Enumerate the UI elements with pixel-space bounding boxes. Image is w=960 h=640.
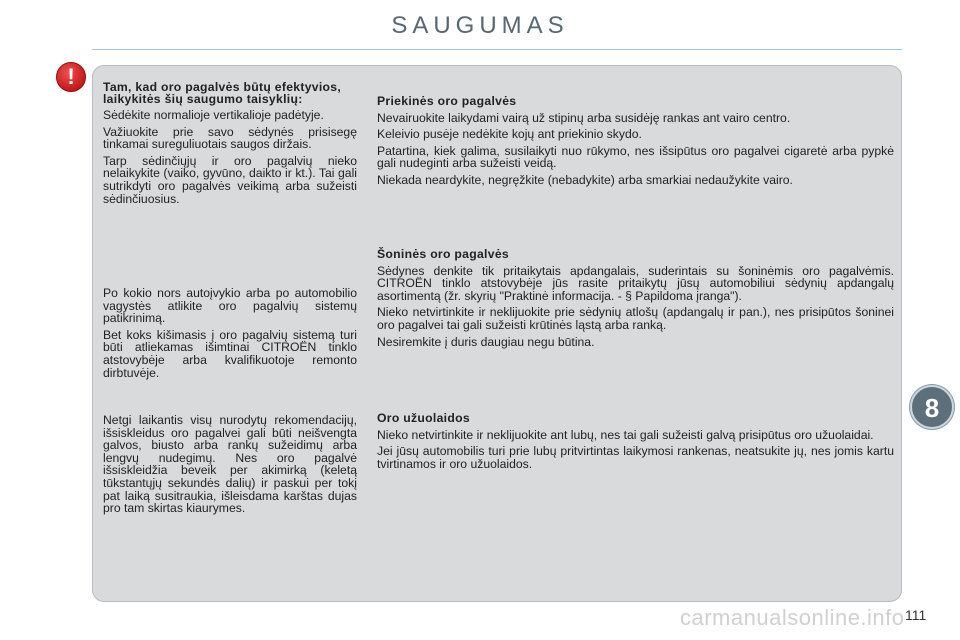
left-block-warning	[103, 414, 357, 519]
curtain-paragraph: Nieko netvirtinkite ir neklijuokite ant lubų, nes tai gali sužeisti galvą prisipūtus oro užuolaidai.	[377, 427, 874, 442]
left-paragraph: Bet koks kišimasis į oro pagalvių sistemą turi būti atliekamas išimtinai CITROËN tinklo atstovybėje arba kvalifikuotoje remonto dirbtuvėje.	[103, 327, 357, 380]
section-heading-front: Priekinės oro pagalvės	[377, 94, 517, 108]
left-paragraph: Po kokio nors autoįvykio arba po automobilio vagystės atlikite oro pagalvių sistemų patikrinimą.	[103, 286, 357, 326]
side-paragraph: Nesiremkite į duris daugiau negu būtina.	[377, 334, 595, 349]
title-divider	[92, 49, 902, 50]
front-paragraph: Niekada neardykite, negręžkite (nebadykite) arba smarkiai nedaužykite vairo.	[377, 172, 793, 187]
front-paragraph: Patartina, kiek galima, susilaikyti nuo rūkymo, nes išsipūtus oro pagalvei cigaretė arba pypkė gali nudeginti arba sužeisti veidą.	[377, 143, 894, 171]
watermark: carmanualsonline.info	[680, 605, 905, 630]
left-block-inspection	[103, 287, 357, 383]
left-paragraph: Sėdėkite normalioje vertikalioje padėtyje.	[103, 108, 324, 122]
left-paragraph: Tarp sėdinčiųjų ir oro pagalvių nieko nelaikykite (vaiko, gyvūno, daikto ir kt.). Tai gali sutrikdyti oro pagalvės veikimą arba sužeisti sėdinčiuosius.	[103, 153, 357, 206]
side-airbags-section	[377, 248, 894, 352]
chapter-number: 8	[924, 393, 940, 423]
section-heading-side: Šoninės oro pagalvės	[377, 247, 509, 261]
front-airbags-section	[377, 95, 894, 191]
front-paragraph: Keleivio pusėje nedėkite kojų ant priekinio skydo.	[377, 127, 642, 142]
left-heading: Tam, kad oro pagalvės būtų efektyvios, laikykitės šių saugumo taisyklių:	[103, 80, 342, 106]
chapter-tab[interactable]	[910, 385, 954, 429]
left-paragraph: Netgi laikantis visų nurodytų rekomendacijų, išsiskleidus oro pagalvei gali būti neišvengta galvos, biusto arba rankų sužeidimų arba lengvų nudegimų. Nes oro pagalvė išsiskleidžia beveik per akimirką (keletą tūkstantųjų sekundės dalių) ir paskui per tokį pat laiką susitraukia, išleisdama karštas dujas pro tam skirtas kiaurymes.	[103, 413, 357, 516]
warning-glyph: !	[67, 64, 75, 89]
side-paragraph: Sėdynes denkite tik pritaikytais apdangalais, suderintais su šoninėmis oro pagalvėmis. CITROËN tinklo atstovybėje jūs rasite pritaikytų jūsų automobiliui sėdynių apdangalų asortimentą (žr. skyrių "Praktinė informacija. - § Papildoma įranga").	[377, 263, 894, 303]
page-title: SAUGUMAS	[391, 12, 569, 39]
section-heading-curtain: Oro užuolaidos	[377, 411, 470, 425]
side-paragraph: Nieko netvirtinkite ir neklijuokite prie sėdynių atlošų (apdangalų ir pan.), nes prisipūtos šoninei oro pagalvei tai gali sužeisti krūtinės ląstą arba ranką.	[377, 305, 894, 332]
curtain-airbags-section	[377, 412, 894, 474]
page-number: 111	[905, 607, 927, 623]
exclamation-warning-icon	[56, 62, 86, 92]
left-block-rules	[103, 81, 357, 209]
curtain-paragraph: Jei jūsų automobilis turi prie lubų pritvirtintas laikymosi rankenas, neatsukite jų, nes jomis kartu tvirtinamos ir oro užuolaidos.	[377, 444, 894, 471]
left-paragraph: Važiuokite prie savo sėdynės prisisegę tinkamai sureguliuotais saugos diržais.	[103, 124, 357, 152]
front-paragraph: Nevairuokite laikydami vairą už stipinų arba susidėję rankas ant vairo centro.	[377, 110, 791, 125]
